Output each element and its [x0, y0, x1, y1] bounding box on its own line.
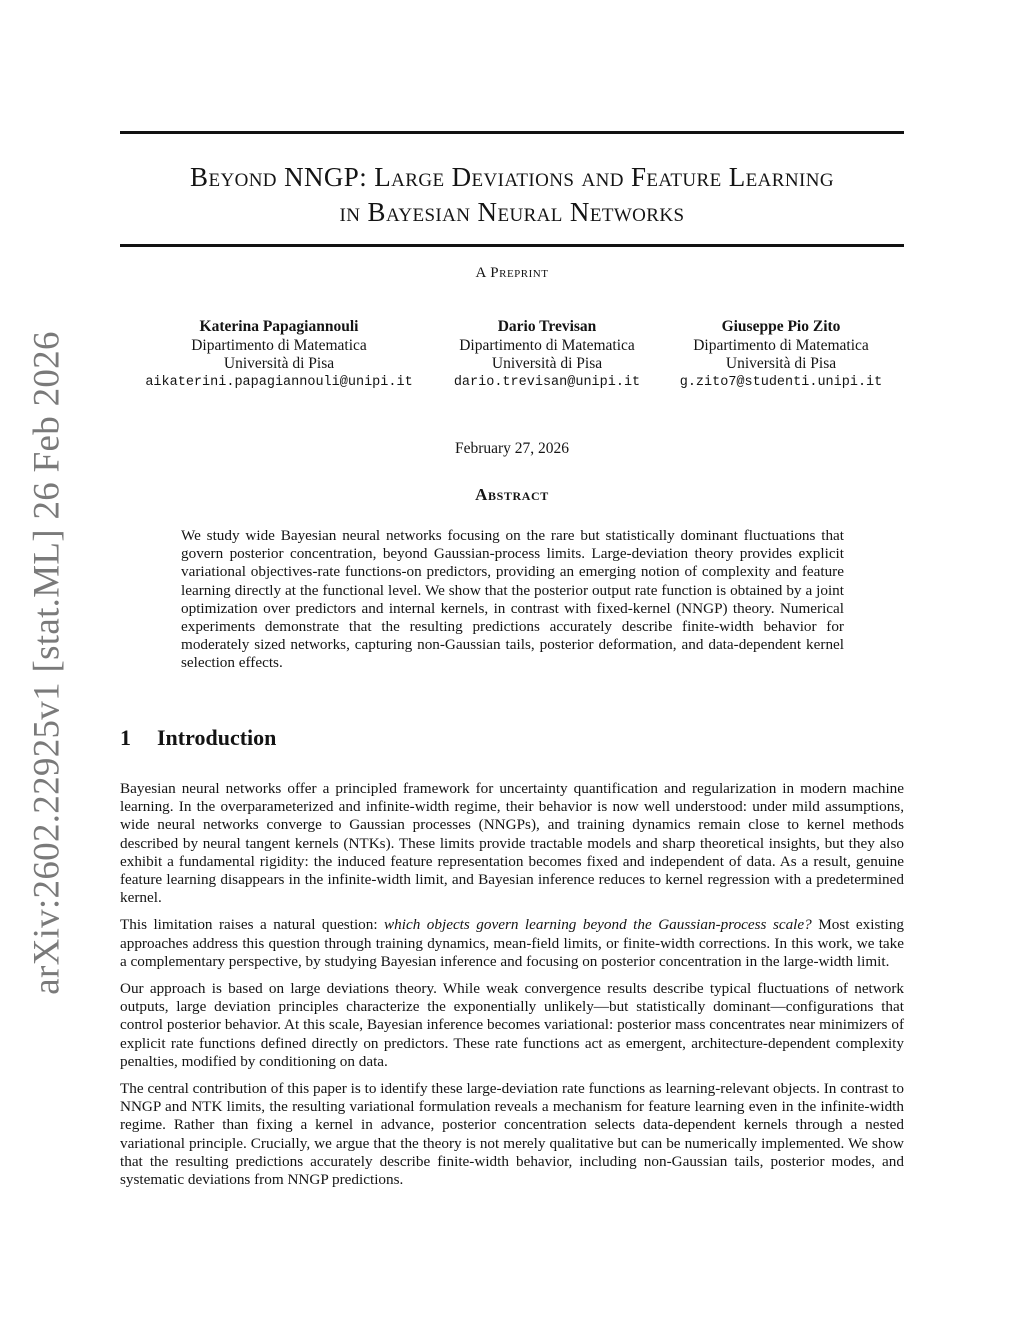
abstract-text: We study wide Bayesian neural networks focusing on the rare but statistically dominant fluctuations that govern posterior concentration, beyond Gaussian-process limits. Large-deviation theory provides explicit variational objectives-rate functions-on predictors, providing an emerging notion of complexity and feature learning directly at the functional level. We show that the posterior output rate function is obtained by a joint optimization over predictors and internal kernels, in contrast with fixed-kernel (NNGP) theory. Numerical experiments demonstrate that the resulting predictions accurately describe finite-width behavior for moderately sized networks, capturing non-Gaussian tails, posterior deformation, and data-dependent kernel selection effects. [181, 527, 844, 672]
publication-date: February 27, 2026 [454, 440, 570, 457]
paragraph-2-rest: Most existing approaches address this question through training dynamics, mean-field limits, or finite-width corrections. In this work, we take a complementary perspective, by studying Bayesian inference and focusing on posterior concentration in the large-width limit. [120, 916, 905, 970]
section-title: Introduction [157, 725, 277, 750]
paper-title [120, 160, 904, 230]
paper-title-line-2: in Bayesian Neural Networks [339, 197, 685, 227]
author-email[interactable]: aikaterini.papagiannouli@unipi.it [145, 374, 413, 390]
paper-title-line-1: Beyond NNGP: Large Deviations and Feature Learning [190, 162, 834, 192]
author-block-3 [664, 318, 898, 392]
author-name: Katerina Papagiannouli [199, 318, 359, 335]
paragraph-3: Our approach is based on large deviations theory. While weak convergence results describe typical fluctuations of network outputs, large deviation principles characterize the exponentially unlikely—but statistically dominant—configurations that control posterior behavior. At this scale, Bayesian inference becomes variational: posterior mass concentrates near minimizers of explicit rate functions defined directly on predictors. These rate functions act as emergent, architecture-dependent complexity penalties, modified by conditioning on data. [120, 980, 904, 1070]
author-university: Università di Pisa [491, 355, 603, 372]
paragraph-2 [120, 916, 904, 971]
author-university: Università di Pisa [223, 355, 335, 372]
author-block-2 [440, 318, 654, 392]
preprint-label: A Preprint [475, 265, 549, 281]
title-top-rule [120, 131, 904, 134]
author-department: Dipartimento di Matematica [459, 336, 635, 354]
author-department: Dipartimento di Matematica [191, 336, 367, 354]
section-heading [120, 725, 276, 751]
paragraph-1: Bayesian neural networks offer a principled framework for uncertainty quantification and regularization in modern machine learning. In the overparameterized and infinite-width regime, their behavior is now well understood: under mild assumptions, wide neural networks converge to Gaussian processes (NNGPs), and training dynamics remain close to kernel methods described by neural tangent kernels (NTKs). These limits provide tractable models and sharp theoretical insights, but they also exhibit a fundamental rigidity: the induced feature representation becomes fixed and independent of data. As a result, genuine feature learning disappears in the infinite-width limit, and Bayesian inference reduces to kernel regression with a predetermined kernel. [120, 780, 904, 907]
author-name: Giuseppe Pio Zito [721, 318, 841, 335]
section-number: 1 [120, 725, 131, 750]
abstract-heading: Abstract [475, 485, 549, 504]
author-university: Università di Pisa [725, 355, 837, 372]
author-email[interactable]: dario.trevisan@unipi.it [453, 374, 641, 390]
arxiv-identifier-stamp: arXiv:2602.22925v1 [stat.ML] 26 Feb 2026 [26, 331, 68, 995]
author-block-1 [128, 318, 430, 392]
author-email[interactable]: g.zito7@studenti.unipi.it [679, 374, 883, 390]
paragraph-2-lead: This limitation raises a natural question: [120, 916, 385, 934]
author-name: Dario Trevisan [497, 318, 597, 335]
paragraph-2-question: which objects govern learning beyond the Gaussian-process scale? [384, 916, 812, 934]
paragraph-4: The central contribution of this paper is to identify these large-deviation rate functions as learning-relevant objects. In contrast to NNGP and NTK limits, the resulting variational formulation reveals a mechanism for feature learning even in the infinite-width regime. Rather than fixing a kernel in advance, posterior concentration selects data-dependent kernels through a nested variational principle. Crucially, we argue that the theory is not merely qualitative but can be numerically implemented. We show that the resulting predictions accurately describe finite-width behavior, including non-Gaussian tails, posterior modes, and systematic deviations from NNGP predictions. [120, 1080, 904, 1189]
title-bottom-rule [120, 244, 904, 247]
introduction-body [120, 780, 904, 1198]
author-department: Dipartimento di Matematica [693, 336, 869, 354]
